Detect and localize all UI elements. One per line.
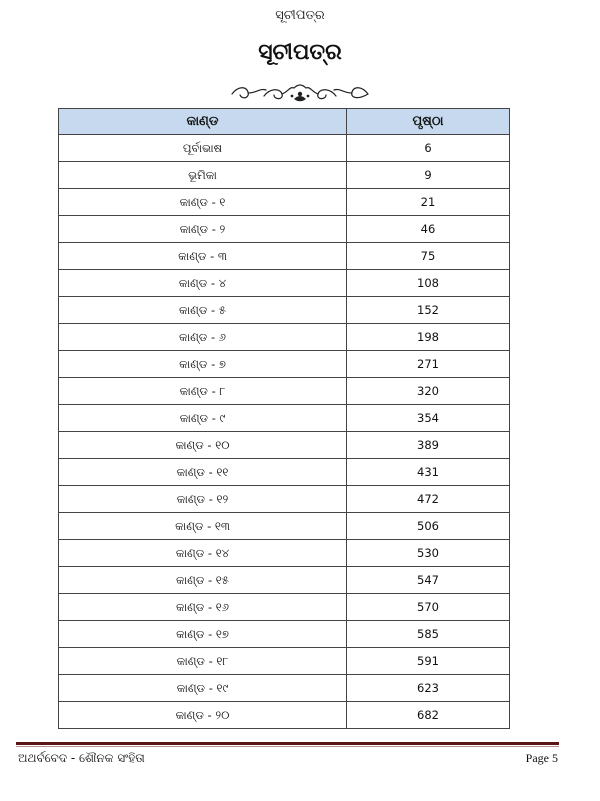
table-row	[59, 540, 510, 567]
cell-page: 9	[347, 162, 510, 189]
cell-kanda: କାଣ୍ଡ - ୧୬	[59, 594, 347, 621]
table-row	[59, 405, 510, 432]
table-header-row	[59, 109, 510, 135]
table-row	[59, 486, 510, 513]
cell-page: 623	[347, 675, 510, 702]
footer-page-number: Page 5	[525, 751, 558, 765]
cell-page: 75	[347, 243, 510, 270]
table-row	[59, 297, 510, 324]
page-title: ସୂଚୀପତ୍ର	[258, 40, 342, 65]
cell-page: 271	[347, 351, 510, 378]
cell-page: 472	[347, 486, 510, 513]
cell-kanda: କାଣ୍ଡ - ୮	[59, 378, 347, 405]
cell-kanda: କାଣ୍ଡ - ୧୫	[59, 567, 347, 594]
table-row	[59, 567, 510, 594]
table-row	[59, 324, 510, 351]
cell-kanda: କାଣ୍ଡ - ୧୧	[59, 459, 347, 486]
column-header-kanda: କାଣ୍ଡ	[59, 109, 347, 135]
cell-kanda: କାଣ୍ଡ - ୧୯	[59, 675, 347, 702]
table-row	[59, 702, 510, 729]
footer-rule-thin	[16, 746, 559, 747]
cell-kanda: ପୂର୍ବାଭାଷ	[59, 135, 347, 162]
cell-page: 108	[347, 270, 510, 297]
floral-divider-icon	[228, 82, 372, 104]
table-row	[59, 459, 510, 486]
cell-kanda: କାଣ୍ଡ - ୭	[59, 351, 347, 378]
table-row	[59, 594, 510, 621]
table-row	[59, 513, 510, 540]
cell-page: 431	[347, 459, 510, 486]
cell-page: 198	[347, 324, 510, 351]
cell-kanda: କାଣ୍ଡ - ୩	[59, 243, 347, 270]
cell-page: 591	[347, 648, 510, 675]
footer-book-title: ଅଥର୍ବବେଦ - ଶୌନକ ସଂହିତା	[18, 751, 145, 765]
cell-kanda: କାଣ୍ଡ - ୧	[59, 189, 347, 216]
cell-page: 152	[347, 297, 510, 324]
cell-page: 570	[347, 594, 510, 621]
table-row	[59, 162, 510, 189]
table-row	[59, 378, 510, 405]
footer-rule	[16, 742, 559, 745]
table-row	[59, 621, 510, 648]
cell-page: 389	[347, 432, 510, 459]
cell-kanda: କାଣ୍ଡ - ୧୨	[59, 486, 347, 513]
cell-kanda: କାଣ୍ଡ - ୧୪	[59, 540, 347, 567]
cell-kanda: କାଣ୍ଡ - ୧୩	[59, 513, 347, 540]
cell-kanda: କାଣ୍ଡ - ୯	[59, 405, 347, 432]
cell-kanda: କାଣ୍ଡ - ୧୮	[59, 648, 347, 675]
table-row	[59, 351, 510, 378]
cell-kanda: କାଣ୍ଡ - ୧୦	[59, 432, 347, 459]
contents-table	[58, 108, 510, 729]
table-row	[59, 135, 510, 162]
cell-kanda: କାଣ୍ଡ - ୬	[59, 324, 347, 351]
cell-page: 21	[347, 189, 510, 216]
running-header: ସୂଚୀପତ୍ର	[275, 8, 325, 23]
cell-page: 6	[347, 135, 510, 162]
cell-page: 530	[347, 540, 510, 567]
table-row	[59, 243, 510, 270]
cell-kanda: ଭୂମିକା	[59, 162, 347, 189]
cell-page: 354	[347, 405, 510, 432]
cell-page: 46	[347, 216, 510, 243]
cell-page: 682	[347, 702, 510, 729]
table-body	[59, 135, 510, 729]
cell-page: 320	[347, 378, 510, 405]
cell-kanda: କାଣ୍ଡ - ୧୭	[59, 621, 347, 648]
cell-kanda: କାଣ୍ଡ - ୪	[59, 270, 347, 297]
column-header-page: ପୃଷ୍ଠା	[347, 109, 510, 135]
table-row	[59, 189, 510, 216]
cell-page: 547	[347, 567, 510, 594]
cell-kanda: କାଣ୍ଡ - ୨୦	[59, 702, 347, 729]
cell-kanda: କାଣ୍ଡ - ୫	[59, 297, 347, 324]
table-row	[59, 432, 510, 459]
table-row	[59, 675, 510, 702]
cell-page: 506	[347, 513, 510, 540]
cell-page: 585	[347, 621, 510, 648]
cell-kanda: କାଣ୍ଡ - ୨	[59, 216, 347, 243]
table-row	[59, 648, 510, 675]
table-row	[59, 270, 510, 297]
table-row	[59, 216, 510, 243]
